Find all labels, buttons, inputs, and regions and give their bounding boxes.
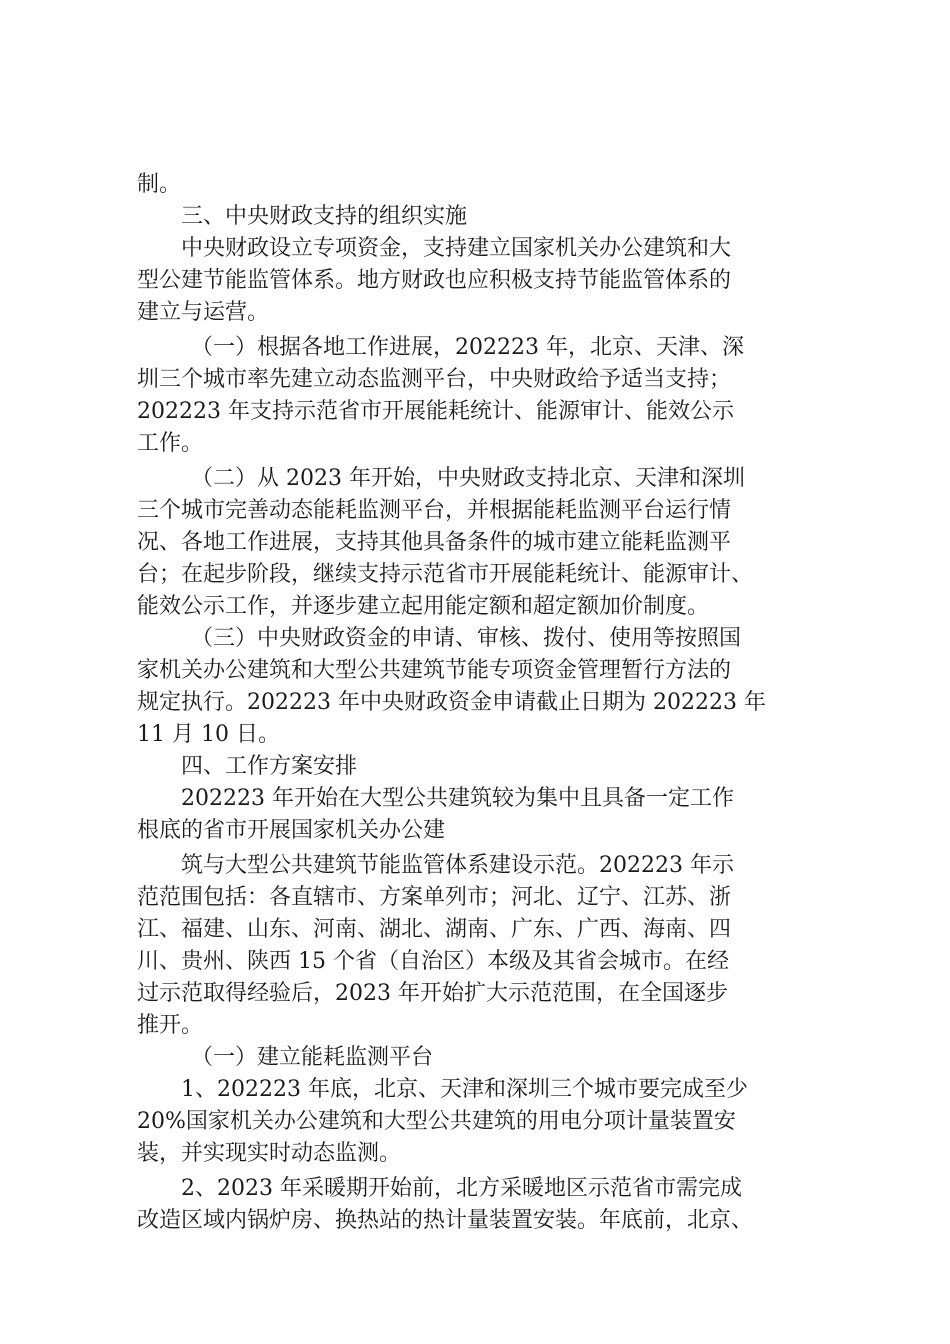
body-line: 推开。 [137,1013,204,1038]
body-line: 2、2023 年采暖期开始前，北方采暖地区示范省市需完成 [181,1176,742,1201]
subsection-line: （一）根据各地工作进展，202223 年，北京、天津、深 [191,335,744,360]
body-line: 202223 年开始在大型公共建筑较为集中且具备一定工作 [181,786,734,811]
document-body [137,169,837,1237]
body-line: 范范围包括：各直辖市、方案单列市；河北、辽宁、江苏、浙 [137,885,732,910]
body-line: 况、各地工作进展，支持其他具备条件的城市建立能耗监测平 [137,530,732,555]
body-line: 1、202223 年底，北京、天津和深圳三个城市要完成至少 [181,1077,748,1102]
body-line: 圳三个城市率先建立动态监测平台，中央财政给予适当支持； [137,367,732,392]
body-line: 规定执行。202223 年中央财政资金申请截止日期为 202223 年 [137,690,766,715]
body-line: 中央财政设立专项资金，支持建立国家机关办公建筑和大 [181,236,732,261]
body-line: 202223 年支持示范省市开展能耗统计、能源审计、能效公示 [137,399,734,424]
body-line: 家机关办公建筑和大型公共建筑节能专项资金管理暂行方法的 [137,658,732,683]
body-line: 20%国家机关办公建筑和大型公共建筑的用电分项计量装置安 [137,1109,736,1134]
body-line: 能效公示工作，并逐步建立起用能定额和超定额加价制度。 [137,594,710,619]
body-line: 江、福建、山东、河南、湖北、湖南、广东、广西、海南、四 [137,917,732,942]
section-heading: 四、工作方案安排 [181,754,358,779]
body-line: 工作。 [137,431,204,456]
body-line: 装，并实现实时动态监测。 [137,1141,402,1166]
subsection-line: （一）建立能耗监测平台 [191,1045,434,1070]
body-line: 根底的省市开展国家机关办公建 [137,818,446,843]
body-line: 筑与大型公共建筑节能监管体系建设示范。202223 年示 [181,853,734,878]
body-line: 三个城市完善动态能耗监测平台，并根据能耗监测平台运行情 [137,498,732,523]
section-heading: 三、中央财政支持的组织实施 [181,204,468,229]
body-line: 制。 [137,172,182,197]
subsection-line: （二）从 2023 年开始，中央财政支持北京、天津和深圳 [191,466,745,491]
body-line: 改造区域内锅炉房、换热站的热计量装置安装。年底前，北京、 [137,1208,754,1233]
body-line: 11 月 10 日。 [137,722,280,747]
body-line: 台；在起步阶段，继续支持示范省市开展能耗统计、能源审计、 [137,562,754,587]
subsection-line: （三）中央财政资金的申请、审核、拨付、使用等按照国 [191,626,742,651]
body-line: 过示范取得经验后，2023 年开始扩大示范范围，在全国逐步 [137,981,728,1006]
body-line: 川、贵州、陕西 15 个省（自治区）本级及其省会城市。在经 [137,949,729,974]
body-line: 型公建节能监管体系。地方财政也应积极支持节能监管体系的 [137,268,732,293]
body-line: 建立与运营。 [137,300,270,325]
